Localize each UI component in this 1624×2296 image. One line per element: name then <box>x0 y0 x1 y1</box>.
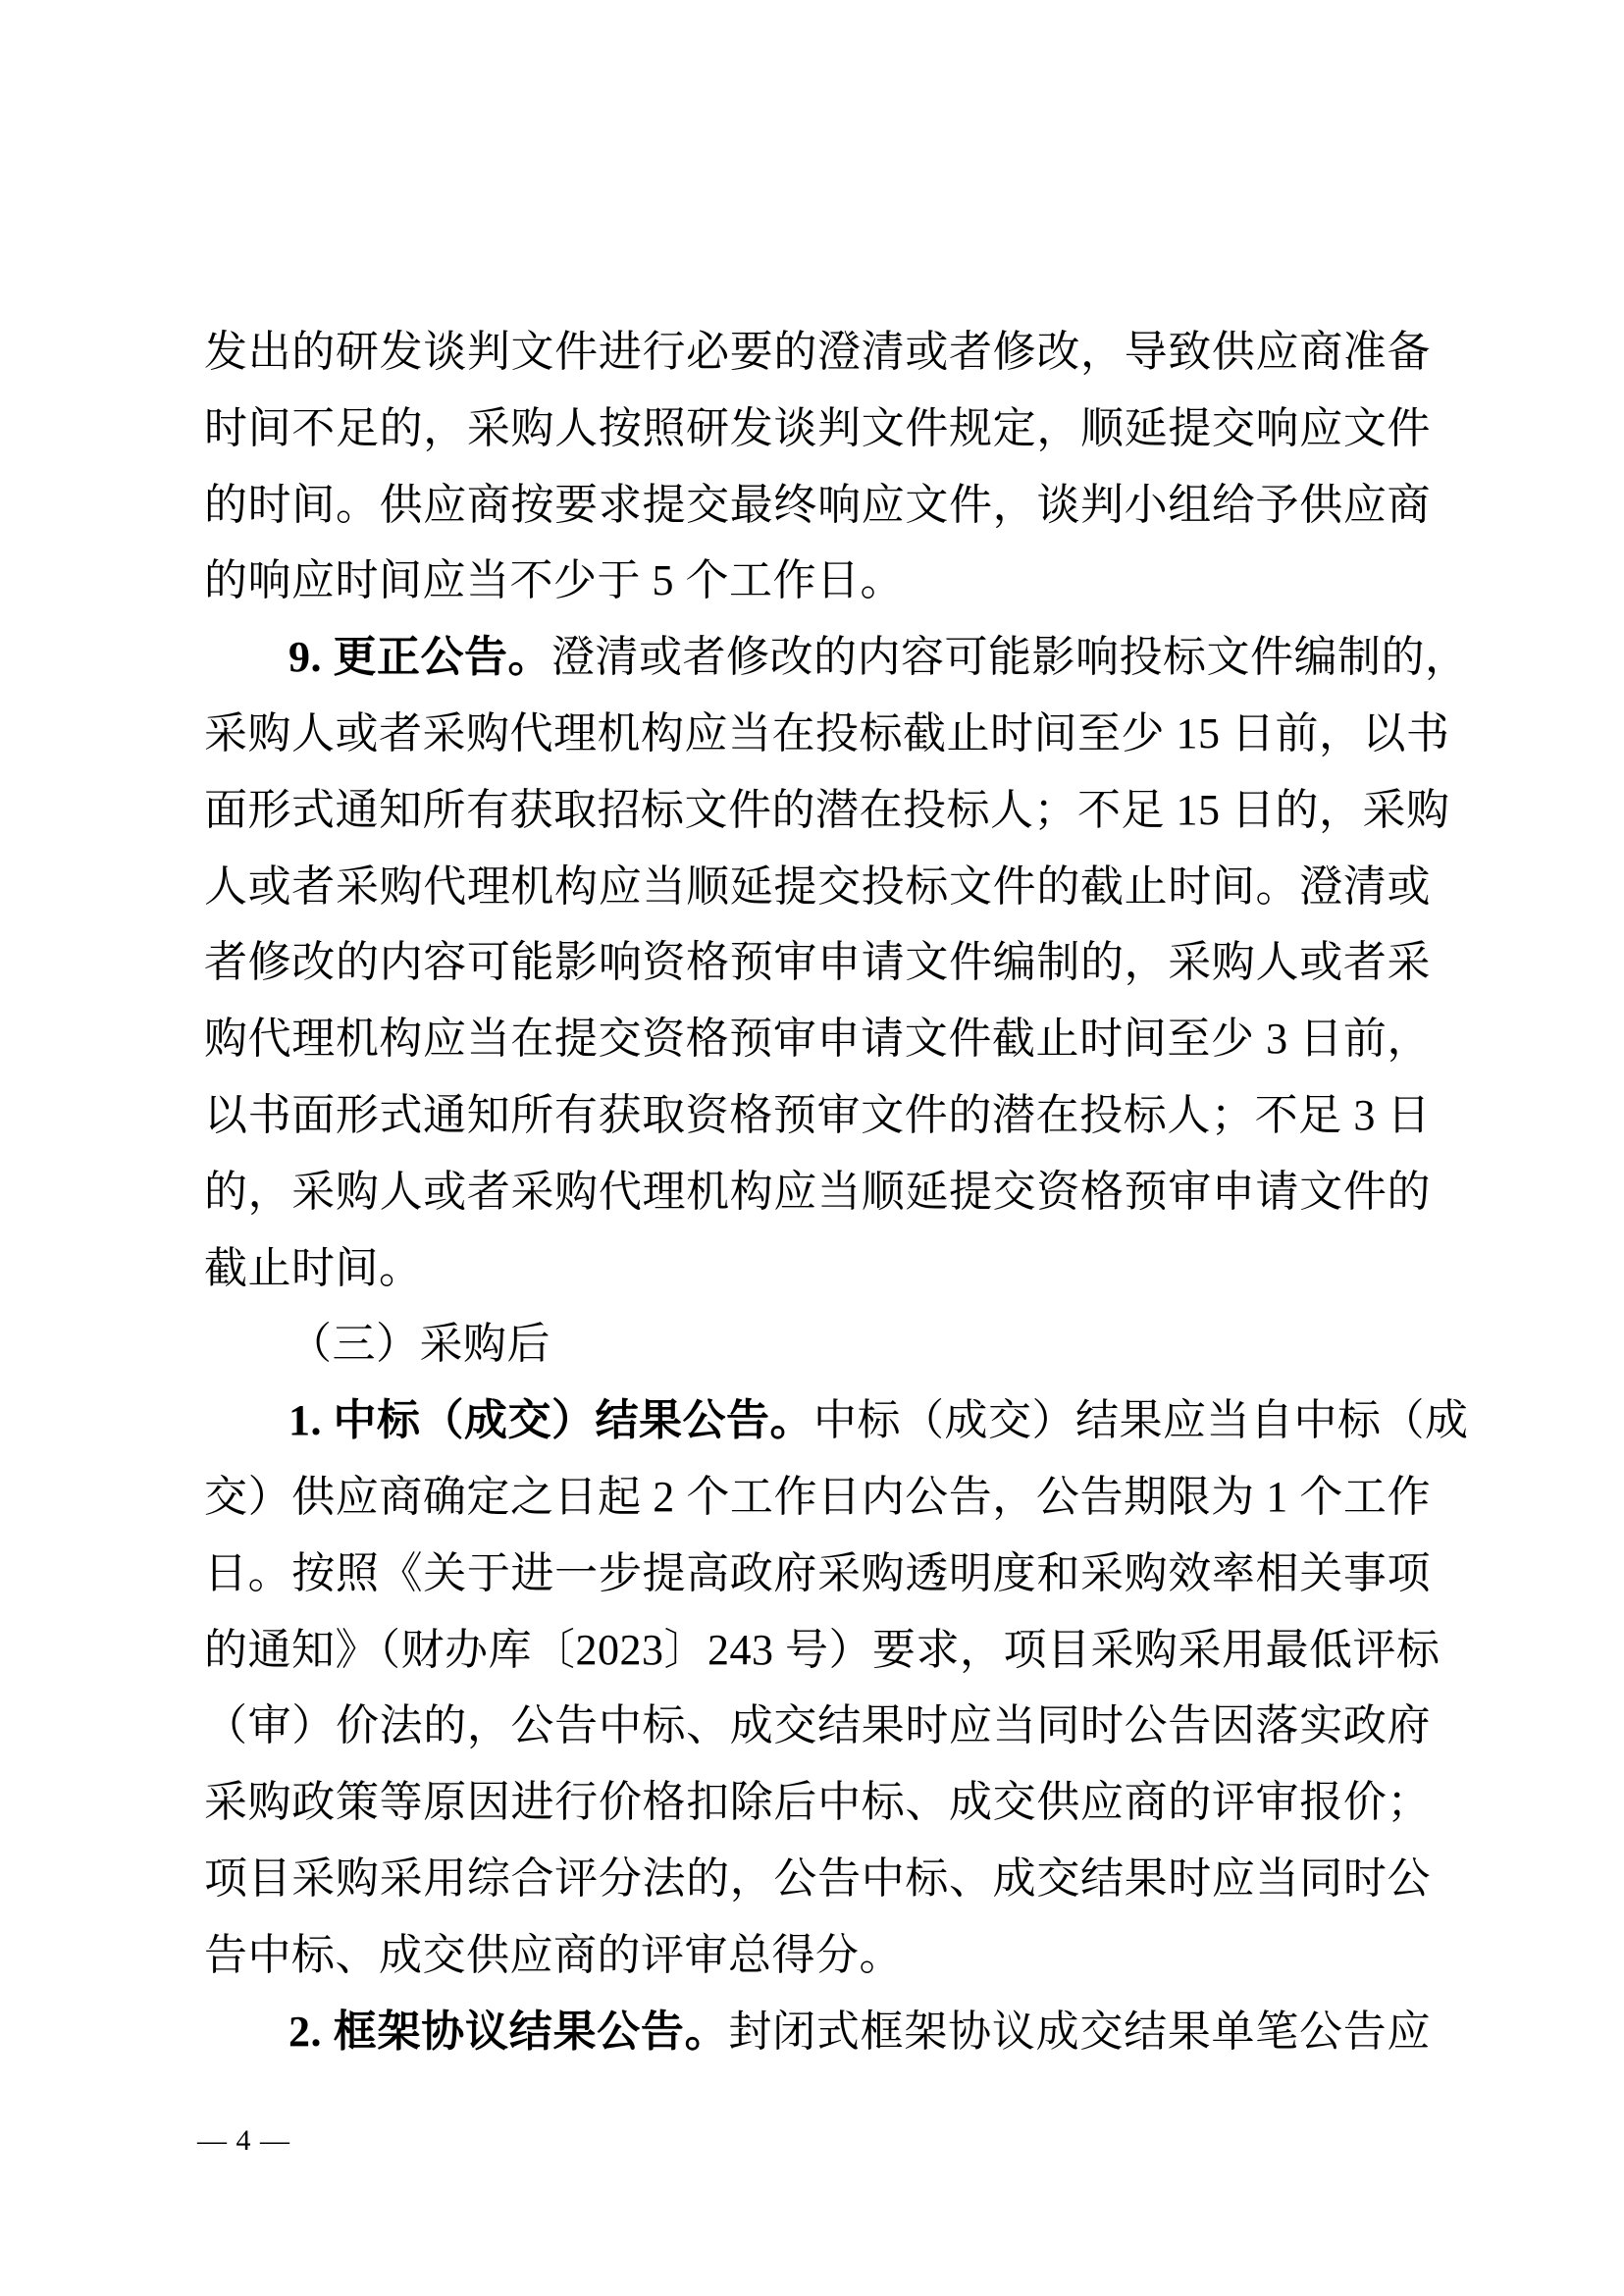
text-run: （审）价法的，公告中标、成交结果时应当同时公告因落实政府 <box>204 1701 1431 1750</box>
heading-run: 1. 中标（成交）结果公告。 <box>288 1396 813 1445</box>
text-run: 采购政策等原因进行价格扣除后中标、成交供应商的评审报价； <box>204 1778 1431 1827</box>
text-run: 者修改的内容可能影响资格预审申请文件编制的，采购人或者采 <box>204 938 1431 987</box>
text-run: （三）采购后 <box>288 1320 550 1369</box>
text-line <box>204 849 1431 925</box>
text-run: 日。按照《关于进一步提高政府采购透明度和采购效率相关事项 <box>204 1548 1431 1597</box>
text-run: 时间不足的，采购人按照研发谈判文件规定，顺延提交响应文件 <box>204 403 1431 452</box>
text-run: 项目采购采用综合评分法的，公告中标、成交结果时应当同时公 <box>204 1853 1431 1903</box>
document-body <box>204 314 1469 2069</box>
text-run: 澄清或者修改的内容可能影响投标文件编制的， <box>551 633 1469 682</box>
text-run: 面形式通知所有获取招标文件的潜在投标人；不足 15 日的，采购 <box>204 785 1450 834</box>
text-run: 的，采购人或者采购代理机构应当顺延提交资格预审申请文件的 <box>204 1167 1431 1216</box>
text-run: 人或者采购代理机构应当顺延提交投标文件的截止时间。澄清或 <box>204 861 1431 911</box>
heading-run: 9. 更正公告。 <box>288 633 551 682</box>
text-line <box>204 1841 1431 1917</box>
text-run: 告中标、成交供应商的评审总得分。 <box>204 1930 903 1979</box>
text-line <box>204 314 1431 391</box>
text-line <box>204 619 1469 696</box>
text-line <box>204 467 1431 544</box>
text-run: 以书面形式通知所有获取资格预审文件的潜在投标人；不足 3 日 <box>204 1090 1431 1139</box>
text-line <box>204 1077 1431 1154</box>
text-run: 的通知》（财办库〔2023〕243 号）要求，项目采购采用最低评标 <box>204 1625 1441 1674</box>
text-line <box>204 1154 1431 1230</box>
text-line <box>204 772 1450 849</box>
text-line <box>204 1001 1431 1077</box>
text-run: 交）供应商确定之日起 2 个工作日内公告，公告期限为 1 个工作 <box>204 1472 1431 1521</box>
text-run: 购代理机构应当在提交资格预审申请文件截止时间至少 3 日前， <box>204 1015 1431 1064</box>
text-run: 封闭式框架协议成交结果单笔公告应 <box>728 2007 1432 2056</box>
text-line <box>204 1383 1469 1459</box>
text-line <box>204 1917 1431 1994</box>
text-line <box>204 543 1431 619</box>
text-line <box>204 1764 1431 1841</box>
text-run: 中标（成交）结果应当自中标（成 <box>813 1396 1469 1445</box>
text-run: 采购人或者采购代理机构应当在投标截止时间至少 15 日前，以书 <box>204 708 1450 757</box>
text-line <box>204 1612 1441 1689</box>
text-line <box>204 1459 1431 1536</box>
text-line <box>204 924 1431 1001</box>
text-run: 截止时间。 <box>204 1243 423 1292</box>
text-line <box>204 391 1431 467</box>
text-line <box>204 1306 1431 1383</box>
text-line <box>204 1688 1431 1764</box>
text-run: 的响应时间应当不少于 5 个工作日。 <box>204 556 904 605</box>
text-line <box>204 1994 1431 2070</box>
heading-run: 2. 框架协议结果公告。 <box>288 2007 729 2056</box>
page-number: — 4 — <box>197 2124 290 2157</box>
text-line <box>204 1230 1431 1307</box>
text-line <box>204 1536 1431 1612</box>
text-run: 发出的研发谈判文件进行必要的澄清或者修改，导致供应商准备 <box>204 328 1431 376</box>
text-run: 的时间。供应商按要求提交最终响应文件，谈判小组给予供应商 <box>204 480 1431 529</box>
text-line <box>204 696 1450 772</box>
